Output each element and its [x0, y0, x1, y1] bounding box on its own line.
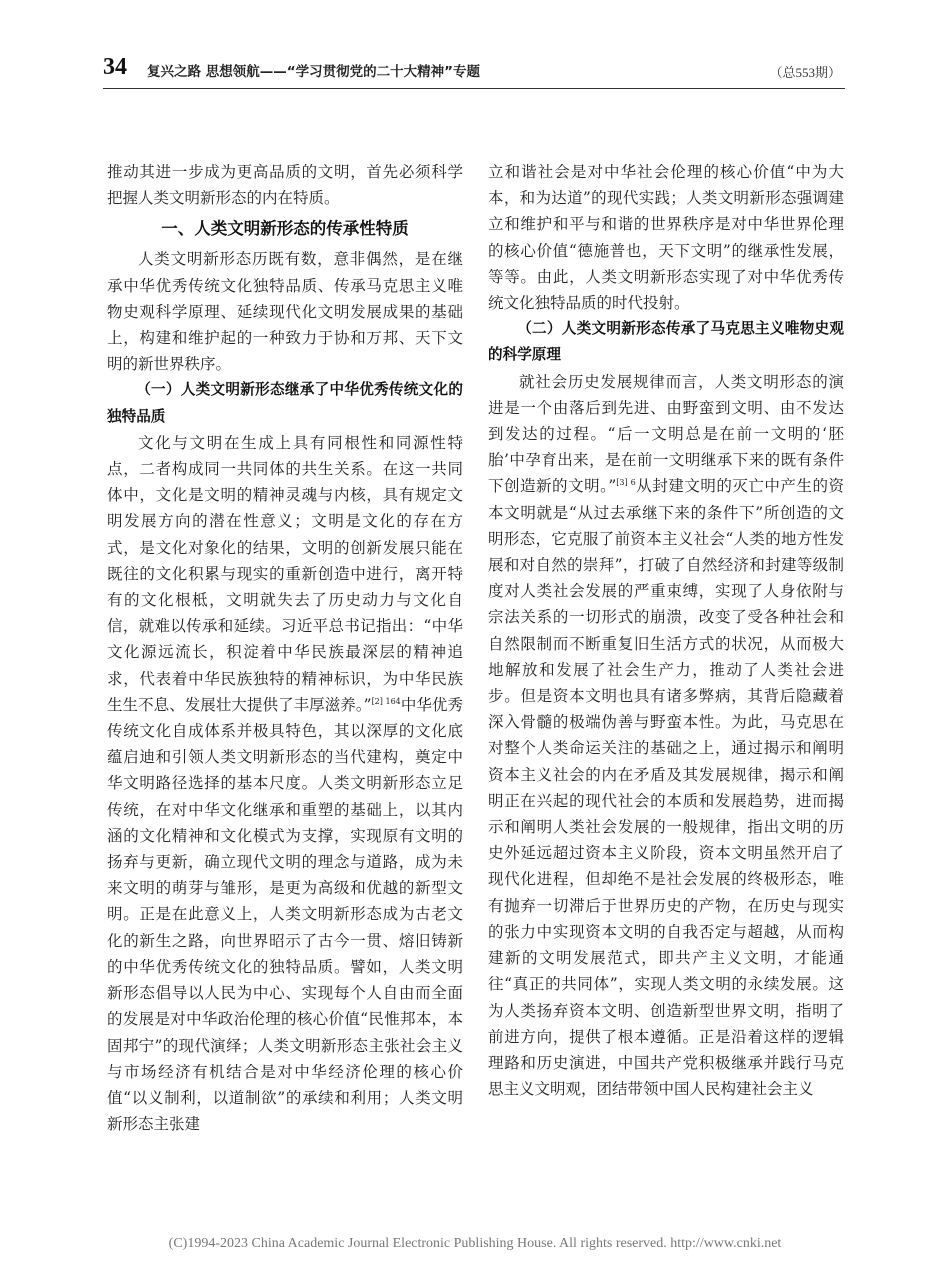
- section-heading: 一、人类文明新形态的传承性特质: [161, 219, 409, 239]
- culture-text-a: 文化与文明在生成上具有同根性和同源性特点，二者构成同一共同体的共生关系。在这一共同体中，文化是文明的精神灵魂与内核，具有规定文明发展方向的潜在性意义；文明是文化的存在方式，是文化对象化的结果，文明的创新发展只能在既往的文化积累与现实的重新创造中进行，离开特有的文化根柢，文明就失去了历史动力与文化自信，就难以传承和延续。习近平总书记指出：“中华文化源远流长，积淀着中华民族最深层的精神追求，代表着中华民族独特的精神标识，为中华民族生生不息、发展壮大提供了丰厚滋养。”: [107, 433, 463, 714]
- page-header: [103, 52, 845, 89]
- culture-paragraph: [107, 430, 463, 1137]
- subsection-heading-1: （一）人类文明新形态继承了中华优秀传统文化的独特品质: [107, 381, 463, 425]
- citation-ref: [3] 6: [616, 478, 636, 488]
- overview-paragraph: 人类文明新形态历既有数，意非偶然，是在继承中华优秀传统文化独特品质、传承马克思主义唯物史观科学原理、延续现代化文明发展成果的基础上，构建和维护起的一种致力于协和万邦、天下文明的新世界秩序。: [107, 250, 463, 374]
- marx-text-a: 就社会历史发展规律而言，人类文明形态的演进是一个由落后到先进、由野蛮到文明、由不发达到发达的过程。“后一文明总是在前一文明的‘胚胎’中孕育出来，是在前一文明继承下来的既有条件下创造新的文明。”: [488, 372, 844, 496]
- marx-text-b: 从封建文明的灭亡中产生的资本文明就是“从过去承继下来的条件下”所创造的文明形态，它克服了前资本主义社会“人类的地方性发展和对自然的崇拜”，打破了自然经济和封建等级制度对人类社会发展的严重束缚，实现了人身依附与宗法关系的一切形式的崩溃，改变了受各种社会和自然限制而不断重复旧生活方式的状况，从而极大地解放和发展了社会生产力，推动了人类社会进步。但是资本文明也具有诸多弊病，其背后隐藏着深入骨髓的极端伪善与野蛮本性。为此，马克思在对整个人类命运关注的基础之上，通过揭示和阐明资本主义社会的内在矛盾及其发展规律，揭示和阐明正在兴起的现代社会的本质和发展趋势，进而揭示和阐明人类社会发展的一般规律，指出文明的历史外延远超过资本主义阶段，资本文明虽然开启了现代化进程，但却绝不是社会发展的终极形态，唯有抛弃一切滞后于世界历史的产物，在历史与现实的张力中实现资本文明的自我否定与超越，从而构建新的文明发展范式，即共产主义文明，才能通往“真正的共同体”，实现人类文明的永续发展。这为人类扬弃资本文明、创造新型世界文明，指明了前进方向，提供了根本遵循。正是沿着这样的逻辑理路和历史演进，中国共产党积极继承并践行马克思主义文明观，团结带领中国人民构建社会主义: [488, 477, 844, 1099]
- marx-paragraph: [488, 369, 844, 1103]
- citation-ref: [2] 164: [371, 696, 401, 706]
- culture-text-b: 中华优秀传统文化自成体系并极具特色，其以深厚的文化底蕴启迪和引领人类文明新形态的当代建构，奠定中华文明路径选择的基本尺度。人类文明新形态立足传统，在对中华文化继承和重塑的基础上，以其内涵的文化精神和文化模式为支撑，实现原有文明的扬弃与更新，确立现代文明的理念与道路，成为未来文明的萌芽与雏形，是更为高级和优越的新型文明。正是在此意义上，人类文明新形态成为古老文化的新生之路，向世界昭示了古今一贯、熔旧铸新的中华优秀传统文化的独特品质。譬如，人类文明新形态倡导以人民为中心、实现每个人自由而全面的发展是对中华政治伦理的核心价值“民惟邦本，本固邦宁”的现代演绎；人类文明新形态主张社会主义与市场经济有机结合是对中华经济伦理的核心价值“以义制利，以道制欲”的承续和利用；人类文明新形态主张建: [107, 695, 463, 1134]
- continued-paragraph: 立和谐社会是对中华社会伦理的核心价值“中为大本，和为达道”的现代实践；人类文明新形态强调建立和维护和平与和谐的世界秩序是对中华世界伦理的核心价值“德施普也，天下文明”的继承性发展，等等。由此，人类文明新形态实现了对中华优秀传统文化独特品质的时代投射。: [488, 163, 844, 313]
- intro-paragraph: 推动其进一步成为更高品质的文明，首先必须科学把握人类文明新形态的内在特质。: [107, 163, 463, 208]
- issue-number: （总553期）: [769, 65, 841, 80]
- page-number: 34: [103, 54, 127, 80]
- journal-title: 复兴之路 思想领航——“学习贯彻党的二十大精神”专题: [147, 64, 480, 80]
- copyright-footer: (C)1994-2023 China Academic Journal Electronic Publishing House. All rights reserved. http://www.cnki.net: [168, 1236, 782, 1251]
- left-column: [107, 159, 463, 1137]
- subsection-heading-2: （二）人类文明新形态传承了马克思主义唯物史观的科学原理: [488, 320, 844, 364]
- right-column: [488, 159, 844, 1102]
